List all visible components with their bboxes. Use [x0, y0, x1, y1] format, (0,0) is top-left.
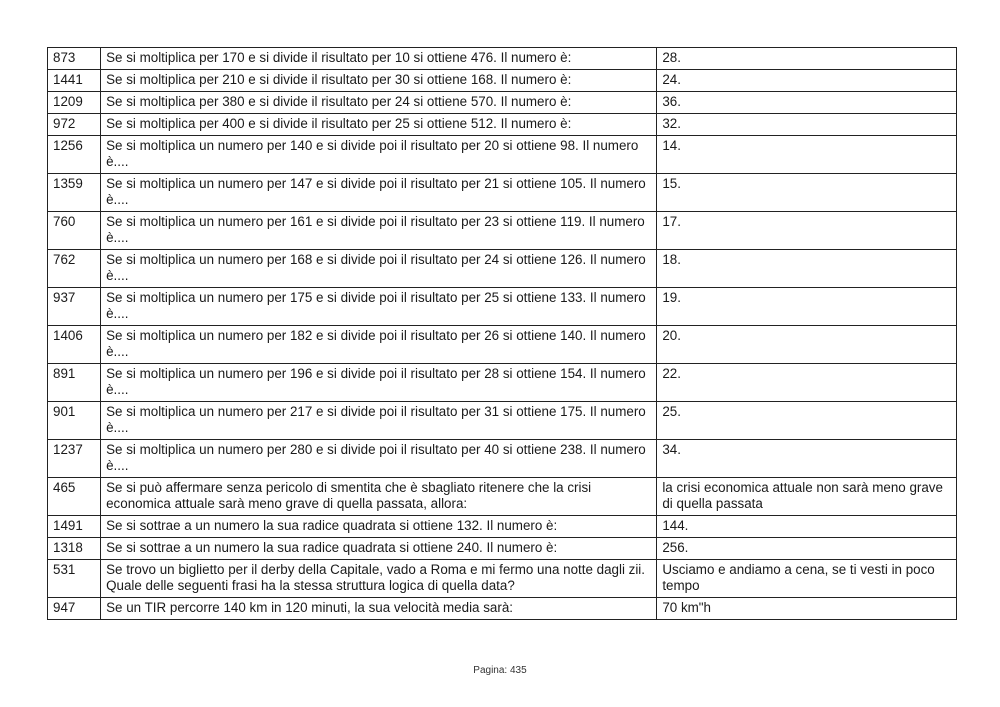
answer-cell: 28. — [657, 48, 957, 70]
table-row — [48, 598, 957, 620]
question-text-cell: Se si moltiplica un numero per 168 e si divide poi il risultato per 24 si ottiene 126. Il numero è.... — [101, 250, 657, 288]
table-row — [48, 114, 957, 136]
answer-cell: 20. — [657, 326, 957, 364]
answer-cell: 24. — [657, 70, 957, 92]
answer-cell: 36. — [657, 92, 957, 114]
question-id-cell: 873 — [48, 48, 101, 70]
question-text-cell: Se si moltiplica per 170 e si divide il risultato per 10 si ottiene 476. Il numero è: — [101, 48, 657, 70]
answer-cell: Usciamo e andiamo a cena, se ti vesti in poco tempo — [657, 560, 957, 598]
table-row — [48, 364, 957, 402]
question-id-cell: 1406 — [48, 326, 101, 364]
table-row — [48, 212, 957, 250]
question-id-cell: 760 — [48, 212, 101, 250]
question-text-cell: Se un TIR percorre 140 km in 120 minuti, la sua velocità media sarà: — [101, 598, 657, 620]
table-row — [48, 250, 957, 288]
question-text-cell: Se si moltiplica per 380 e si divide il risultato per 24 si ottiene 570. Il numero è: — [101, 92, 657, 114]
question-text-cell: Se si moltiplica un numero per 140 e si divide poi il risultato per 20 si ottiene 98. Il numero è.... — [101, 136, 657, 174]
answer-cell: 70 km"h — [657, 598, 957, 620]
question-text-cell: Se si moltiplica un numero per 196 e si divide poi il risultato per 28 si ottiene 154. Il numero è.... — [101, 364, 657, 402]
table-row — [48, 402, 957, 440]
question-id-cell: 1318 — [48, 538, 101, 560]
question-text-cell: Se si moltiplica un numero per 182 e si divide poi il risultato per 26 si ottiene 140. Il numero è.... — [101, 326, 657, 364]
table-row — [48, 326, 957, 364]
question-id-cell: 1491 — [48, 516, 101, 538]
table-row — [48, 288, 957, 326]
table-row — [48, 560, 957, 598]
question-text-cell: Se si moltiplica un numero per 147 e si divide poi il risultato per 21 si ottiene 105. Il numero è.... — [101, 174, 657, 212]
answer-cell: 15. — [657, 174, 957, 212]
answer-cell: 22. — [657, 364, 957, 402]
question-text-cell: Se si può affermare senza pericolo di smentita che è sbagliato ritenere che la crisi economica attuale sarà meno grave di quella passata, allora: — [101, 478, 657, 516]
question-id-cell: 762 — [48, 250, 101, 288]
question-id-cell: 531 — [48, 560, 101, 598]
question-id-cell: 901 — [48, 402, 101, 440]
table-row — [48, 174, 957, 212]
question-text-cell: Se si moltiplica un numero per 161 e si divide poi il risultato per 23 si ottiene 119. Il numero è.... — [101, 212, 657, 250]
question-text-cell: Se si moltiplica per 210 e si divide il risultato per 30 si ottiene 168. Il numero è: — [101, 70, 657, 92]
answer-cell: 14. — [657, 136, 957, 174]
table-row — [48, 516, 957, 538]
question-text-cell: Se trovo un biglietto per il derby della Capitale, vado a Roma e mi fermo una notte dagli zii. Quale delle seguenti frasi ha la stessa struttura logica di quella data? — [101, 560, 657, 598]
table-row — [48, 538, 957, 560]
question-id-cell: 891 — [48, 364, 101, 402]
table-row — [48, 136, 957, 174]
question-id-cell: 947 — [48, 598, 101, 620]
question-text-cell: Se si sottrae a un numero la sua radice quadrata si ottiene 240. Il numero è: — [101, 538, 657, 560]
question-id-cell: 1359 — [48, 174, 101, 212]
answer-cell: 19. — [657, 288, 957, 326]
question-id-cell: 1441 — [48, 70, 101, 92]
question-text-cell: Se si sottrae a un numero la sua radice quadrata si ottiene 132. Il numero è: — [101, 516, 657, 538]
answer-cell: 17. — [657, 212, 957, 250]
questions-table — [47, 47, 957, 620]
question-text-cell: Se si moltiplica un numero per 175 e si divide poi il risultato per 25 si ottiene 133. Il numero è.... — [101, 288, 657, 326]
table-row — [48, 92, 957, 114]
question-id-cell: 1237 — [48, 440, 101, 478]
question-id-cell: 937 — [48, 288, 101, 326]
table-row — [48, 440, 957, 478]
table-row — [48, 70, 957, 92]
question-id-cell: 465 — [48, 478, 101, 516]
question-text-cell: Se si moltiplica un numero per 280 e si divide poi il risultato per 40 si ottiene 238. Il numero è.... — [101, 440, 657, 478]
table-row — [48, 478, 957, 516]
question-id-cell: 1256 — [48, 136, 101, 174]
answer-cell: 34. — [657, 440, 957, 478]
question-text-cell: Se si moltiplica per 400 e si divide il risultato per 25 si ottiene 512. Il numero è: — [101, 114, 657, 136]
question-id-cell: 972 — [48, 114, 101, 136]
questions-table-body — [48, 48, 957, 620]
page-number: Pagina: 435 — [473, 665, 527, 676]
question-id-cell: 1209 — [48, 92, 101, 114]
table-row — [48, 48, 957, 70]
answer-cell: la crisi economica attuale non sarà meno grave di quella passata — [657, 478, 957, 516]
answer-cell: 256. — [657, 538, 957, 560]
question-text-cell: Se si moltiplica un numero per 217 e si divide poi il risultato per 31 si ottiene 175. Il numero è.... — [101, 402, 657, 440]
answer-cell: 25. — [657, 402, 957, 440]
answer-cell: 144. — [657, 516, 957, 538]
answer-cell: 32. — [657, 114, 957, 136]
answer-cell: 18. — [657, 250, 957, 288]
